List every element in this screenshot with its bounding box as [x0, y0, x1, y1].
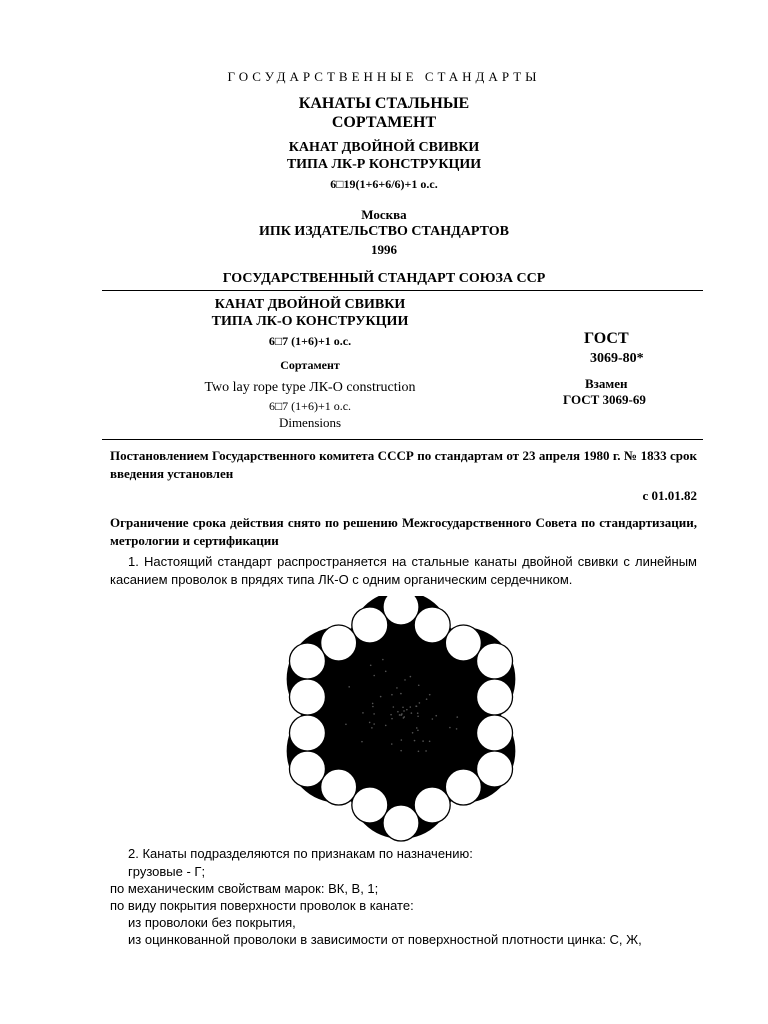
- wire: [477, 643, 513, 679]
- core-speckle: [417, 729, 419, 731]
- wire: [414, 787, 450, 823]
- core-speckle: [385, 671, 387, 673]
- item-2-uncoated: из проволоки без покрытия,: [128, 915, 296, 930]
- english-title-line2: 6□7 (1+6)+1 о.с.: [268, 399, 352, 413]
- item-2-galvanized: из оцинкованной проволоки в зависимости от поверхностной плотности цинка: С, Ж,: [128, 932, 642, 947]
- wire: [445, 625, 481, 661]
- core-speckle: [416, 727, 418, 729]
- core-speckle: [417, 715, 419, 717]
- core-speckle: [399, 714, 401, 716]
- wire: [321, 625, 357, 661]
- standard-name-line3: 6□7 (1+6)+1 о.с.: [268, 334, 352, 348]
- english-title-line3: Dimensions: [278, 415, 342, 430]
- core-speckle: [410, 706, 412, 708]
- core-speckle: [390, 714, 392, 716]
- item-2-intro: 2. Канаты подразделяются по признакам по назначению:: [128, 846, 473, 861]
- core-speckle: [373, 723, 375, 725]
- item-1-paragraph: 1. Настоящий стандарт распространяется на стальные канаты двойной свивки с линейным касанием проволок в прядях типа ЛК-О с одним органическим сердечником.: [110, 554, 697, 587]
- publisher-name: ИПК ИЗДАТЕЛЬСТВО СТАНДАРТОВ: [259, 224, 509, 239]
- item-2-cargo: грузовые - Г;: [128, 864, 206, 879]
- core-speckle: [401, 713, 403, 715]
- wire: [477, 715, 513, 751]
- core-speckle: [404, 679, 406, 681]
- wire: [321, 769, 357, 805]
- core-speckle: [391, 694, 393, 696]
- wire: [445, 769, 481, 805]
- rope-cross-section-diagram: [0, 596, 768, 846]
- bottom-divider: [102, 439, 703, 440]
- replaces-label: Взамен: [585, 376, 628, 391]
- core-speckle: [361, 741, 363, 743]
- wire: [383, 596, 419, 625]
- gost-label: ГОСТ: [584, 330, 629, 347]
- core-speckle: [345, 723, 347, 725]
- core-speckle: [429, 694, 431, 696]
- core-speckle: [402, 706, 404, 708]
- core-speckle: [373, 675, 375, 677]
- core-speckle: [391, 743, 393, 745]
- wire: [477, 679, 513, 715]
- wire: [414, 607, 450, 643]
- core-speckle: [456, 716, 458, 718]
- core-speckle: [435, 715, 437, 717]
- core-speckle: [411, 712, 413, 714]
- core-speckle: [403, 716, 405, 718]
- core-speckle: [417, 712, 419, 714]
- core-speckle: [418, 750, 420, 752]
- core-speckle: [397, 711, 399, 713]
- document-subtitle-line1: КАНАТ ДВОЙНОЙ СВИВКИ: [288, 140, 480, 155]
- publication-year: 1996: [371, 242, 397, 257]
- core-speckle: [396, 687, 398, 689]
- english-title-line1: Two lay rope type ЛК-О construction: [204, 380, 416, 395]
- core-speckle: [415, 705, 417, 707]
- wire: [383, 805, 419, 841]
- core-speckle: [419, 702, 421, 704]
- item-2-coating: по виду покрытия поверхности проволок в канате:: [110, 898, 414, 913]
- core-speckle: [393, 706, 395, 708]
- core-speckle: [380, 696, 382, 698]
- core-speckle: [372, 706, 374, 708]
- core-speckle: [403, 710, 405, 712]
- top-divider: [102, 290, 703, 291]
- core-speckle: [382, 659, 384, 661]
- core-speckle: [401, 739, 403, 741]
- wire: [352, 607, 388, 643]
- core-speckle: [432, 718, 434, 720]
- core-speckle: [400, 693, 402, 695]
- core-speckle: [429, 741, 431, 743]
- core-speckle: [412, 732, 414, 734]
- wire: [352, 787, 388, 823]
- core-speckle: [406, 709, 408, 711]
- wire: [477, 751, 513, 787]
- core-speckle: [370, 664, 372, 666]
- sortament-label: Сортамент: [280, 358, 340, 372]
- series-title: ГОСУДАРСТВЕННЫЕ СТАНДАРТЫ: [227, 69, 541, 84]
- core-speckle: [456, 728, 458, 730]
- core-speckle: [449, 727, 451, 729]
- standard-name-line2: ТИПА ЛК-О КОНСТРУКЦИИ: [211, 314, 409, 329]
- replaces-value: ГОСТ 3069-69: [563, 392, 646, 407]
- core-speckle: [372, 703, 374, 705]
- document-title-line2: СОРТАМЕНТ: [331, 114, 437, 131]
- standard-name-line1: КАНАТ ДВОЙНОЙ СВИВКИ: [214, 297, 406, 312]
- core-speckle: [418, 684, 420, 686]
- core-speckle: [422, 740, 424, 742]
- core-speckle: [369, 722, 371, 724]
- wire: [289, 679, 325, 715]
- wire: [289, 751, 325, 787]
- core-speckle: [414, 740, 416, 742]
- document-title-line1: КАНАТЫ СТАЛЬНЫЕ: [298, 95, 470, 112]
- core-speckle: [425, 750, 427, 752]
- core-speckle: [362, 712, 364, 714]
- core-speckle: [373, 713, 375, 715]
- core-speckle: [410, 676, 412, 678]
- wire: [289, 715, 325, 751]
- document-subtitle-line2: ТИПА ЛК-Р КОНСТРУКЦИИ: [286, 157, 482, 172]
- core-speckle: [391, 718, 393, 720]
- limitation-paragraph: Ограничение срока действия снято по решению Межгосударственного Совета по стандартизации, метрологии и сертификации: [110, 515, 697, 548]
- wire: [289, 643, 325, 679]
- publication-city: Москва: [361, 207, 407, 222]
- core-speckle: [400, 750, 402, 752]
- core-speckle: [426, 698, 428, 700]
- core-speckle: [371, 727, 373, 729]
- document-subtitle-line3: 6□19(1+6+6/6)+1 о.с.: [330, 177, 438, 191]
- gost-number: 3069-80*: [590, 351, 644, 366]
- core-speckle: [385, 725, 387, 727]
- decree-paragraph: Постановлением Государственного комитета СССР по стандартам от 23 апреля 1980 г. № 1833 срок введения установлен: [110, 448, 697, 481]
- core-speckle: [348, 686, 350, 688]
- effective-date: с 01.01.82: [642, 488, 697, 503]
- item-2-mechanical: по механическим свойствам марок: ВК, В, 1;: [110, 881, 379, 896]
- state-standard-heading: ГОСУДАРСТВЕННЫЙ СТАНДАРТ СОЮЗА ССР: [222, 271, 546, 286]
